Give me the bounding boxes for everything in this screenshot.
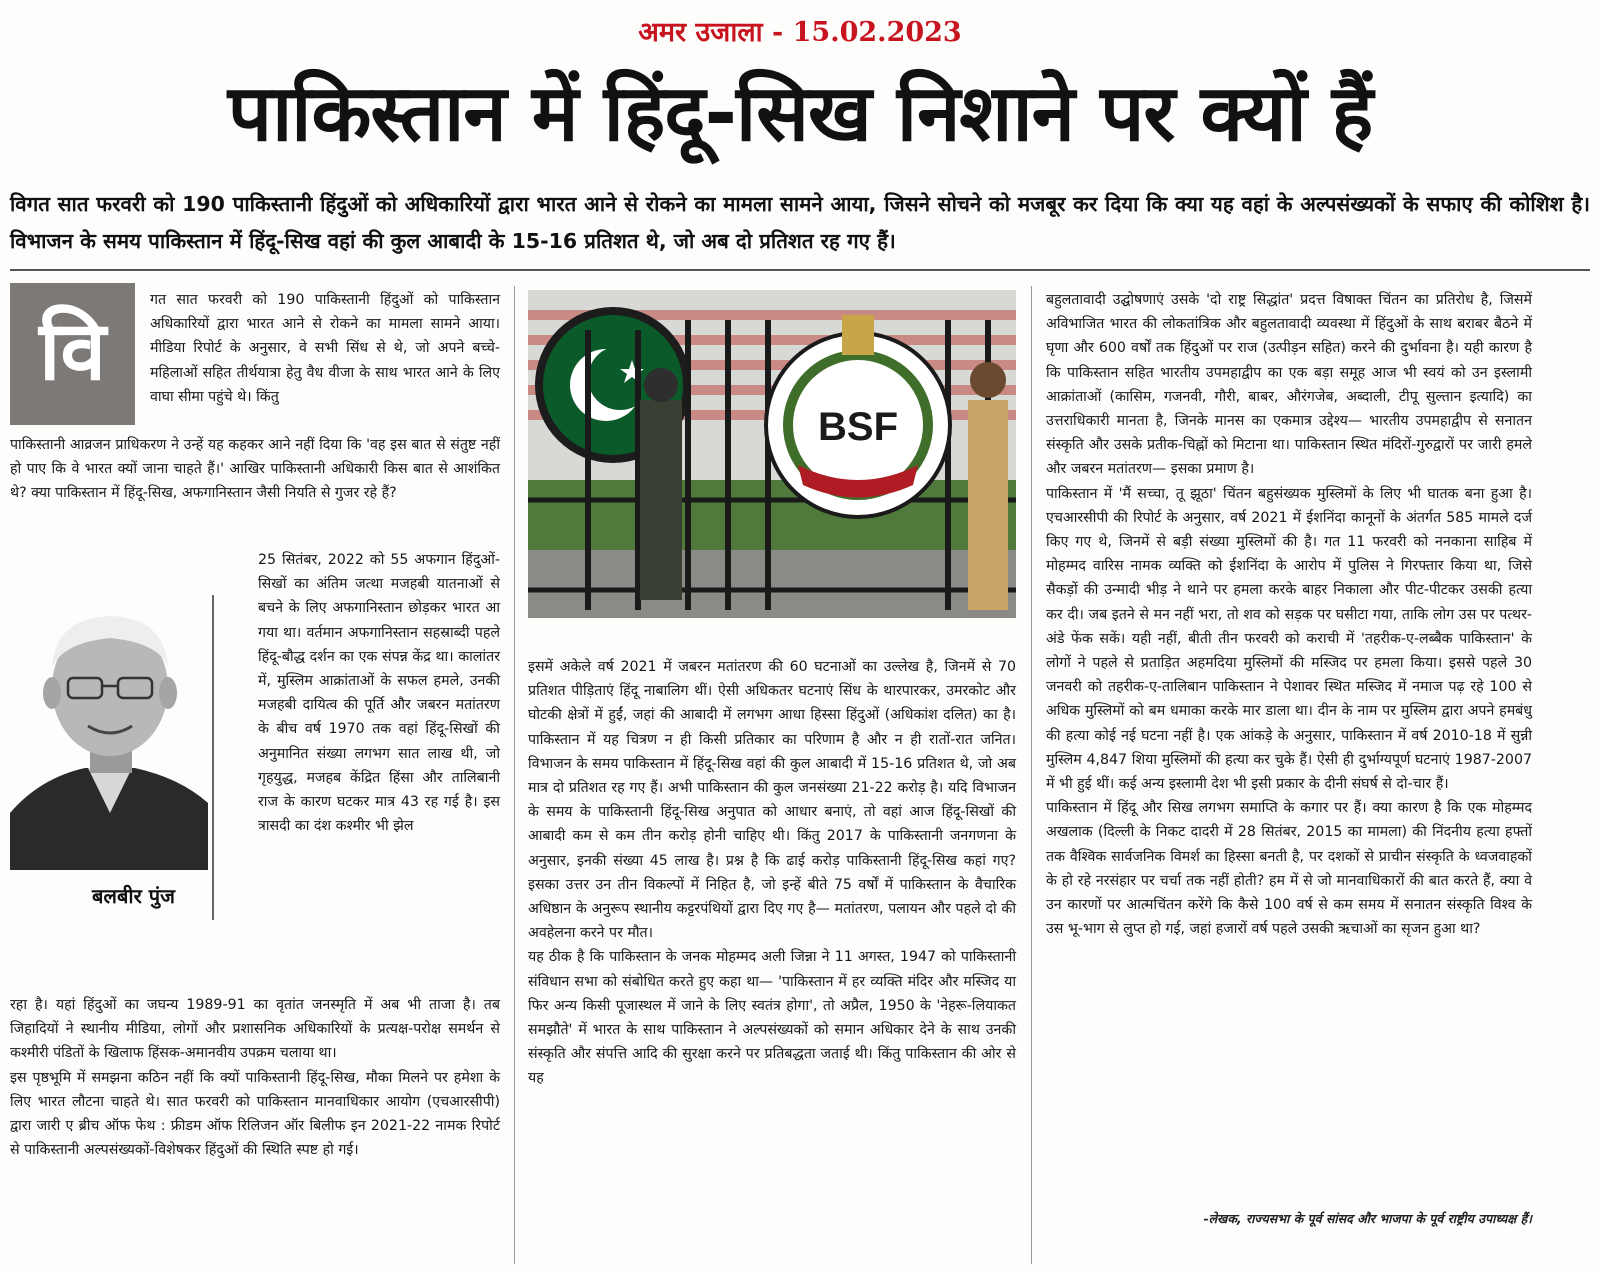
column-divider-1 <box>514 286 515 1264</box>
bsf-badge-text: BSF <box>818 405 898 449</box>
article-paragraph: इस पृष्ठभूमि में समझना कठिन नहीं कि क्यों पाकिस्तानी हिंदू-सिख, मौका मिलने पर हमेशा के लिए भारत लौटना चाहते थे। सात फरवरी को पाकिस्तान मानवाधिकार आयोग (एचआरसीपी) द्वारा जारी ए ब्रीच ऑफ फेथ : फ्रीडम ऑफ रिलिजन ऑर बिलीफ इन 2021-22 नामक रिपोर्ट से पाकिस्तानी अल्पसंख्यकों-विशेषकर हिंदुओं की स्थिति स्पष्ट हो गई। <box>10 1069 500 1159</box>
intro-divider <box>10 269 1590 271</box>
author-footnote: -लेखक, राज्यसभा के पूर्व सांसद और भाजपा के पूर्व राष्ट्रीय उपाध्यक्ष हैं। <box>1203 1211 1532 1226</box>
article-paragraph: इसमें अकेले वर्ष 2021 में जबरन मतांतरण की 60 घटनाओं का उल्लेख है, जिनमें से 70 प्रतिशत पीड़िताएं हिंदू नाबालिग थीं। ऐसी अधिकतर घटनाएं सिंध के थारपारकर, उमरकोट और घोटकी क्षेत्रों में हुईं, जहां की आबादी में लगभग आधा हिस्सा हिंदुओं (अधिकांश दलित) का है। पाकिस्तान में यह चित्रण न ही किसी प्रतिकार का परिणाम है और न ही रातों-रात जनित। विभाजन के समय पाकिस्तान में हिंदू-सिख वहां की कुल आबादी में 15-16 प्रतिशत थे, जो अब मात्र दो प्रतिशत रह गए हैं। अभी पाकिस्तान की कुल जनसंख्या 21-22 करोड़ है। यदि विभाजन के समय के पाकिस्तानी हिंदू-सिख अनुपात को आधार बनाएं, तो वहां आज हिंदू-सिखों की आबादी कम से कम तीन करोड़ होनी चाहिए थी। किंतु 2017 के पाकिस्तानी जनगणना के अनुसार, इनकी संख्या 45 लाख है। प्रश्न है कि ढाई करोड़ पाकिस्तानी हिंदू-सिख कहां गए? इसका उत्तर उन तीन विकल्पों में निहित है, जो इन्हें बीते 75 वर्षों में पाकिस्तान के वैचारिक अधिष्ठान के अनुरूप स्थानीय कट्टरपंथियों द्वारा दिए गए है— मतांतरण, पलायन और पहले दो की अवहेलना करने पर मौत। <box>528 659 1016 942</box>
article-paragraph <box>1046 288 1532 941</box>
article-paragraph: रहा है। यहां हिंदुओं का जघन्य 1989-91 का वृतांत जनस्मृति में अब भी ताजा है। तब जिहादियों ने स्थानीय मीडिया, लोगों और प्रशासनिक अधिकारियों के प्रत्यक्ष-परोक्ष समर्थन से कश्मीरी पंडितों के खिलाफ हिंसक-अमानवीय उपक्रम चलाया था। <box>10 997 500 1062</box>
author-byline: बलबीर पुंज <box>92 884 175 908</box>
intro-deck: विगत सात फरवरी को 190 पाकिस्तानी हिंदुओं को अधिकारियों द्वारा भारत आने से रोकने का मामला सामने आया, जिसने सोचने को मजबूर कर दिया कि क्या यह वहां के अल्पसंख्यकों के सफाए की कोशिश है। विभाजन के समय पाकिस्तान में हिंदू-सिख वहां की कुल आबादी के 15-16 प्रतिशत थे, जो अब दो प्रतिशत रह गए हैं। <box>10 192 1590 253</box>
portrait-divider <box>212 595 214 920</box>
border-gate-photo <box>528 290 1016 618</box>
article-paragraph: पाकिस्तानी आव्रजन प्राधिकरण ने उन्हें यह कहकर आने नहीं दिया कि 'वह इस बात से संतुष्ट नहीं हो पाए कि वे भारत क्यों जाना चाहते हैं।' आखिर पाकिस्तानी अधिकारी किस बात से आशंकित थे? क्या पाकिस्तान में हिंदू-सिख, अफगानिस्तान जैसी नियति से गुजर रहे हैं? <box>10 437 500 502</box>
author-portrait <box>10 598 208 870</box>
article-paragraph <box>528 655 1016 1091</box>
column-divider-2 <box>1031 286 1032 1264</box>
article-paragraph: पाकिस्तान में हिंदू और सिख लगभग समाप्ति के कगार पर हैं। क्या कारण है कि एक मोहम्मद अखलाक (दिल्ली के निकट दादरी में 28 सितंबर, 2015 का मामला) की निंदनीय हत्या हफ्तों तक वैश्विक सार्वजनिक विमर्श का हिस्सा बनती है, पर दशकों से प्राचीन संस्कृति के ध्वजवाहकों के हो रहे नरसंहार पर चर्चा तक नहीं होती? हम में से जो मानवाधिकारों की बात करते हैं, क्या वे उन कारणों पर आत्मचिंतन करेंगे कि कैसे 100 वर्ष से कम समय में सनातन संस्कृति विश्व के उस भू-भाग से लुप्त हो गई, जहां हजारों वर्ष पहले उसकी ऋचाओं का सृजन हुआ था? <box>1046 800 1532 938</box>
masthead: अमर उजाला - 15.02.2023 <box>638 17 962 48</box>
page-title: पाकिस्तान में हिंदू-सिख निशाने पर क्यों हैं <box>227 69 1373 159</box>
article-paragraph <box>10 993 500 1162</box>
article-paragraph: बहुलतावादी उद्घोषणाएं उसके 'दो राष्ट्र सिद्धांत' प्रदत्त विषाक्त चिंतन का प्रतिरोध है, जिसमें अविभाजित भारत की लोकतांत्रिक और बहुलतावादी व्यवस्था में हिंदुओं के साथ बराबर बैठने में घृणा और 600 वर्षों तक हिंदुओं पर राज (उत्पीड़न सहित) करने की दुर्भावना है। यही कारण है कि पाकिस्तान सहित भारतीय उपमहाद्वीप का एक बड़ा समूह आज भी स्वयं को उन इस्लामी आक्रांताओं (कासिम, गजनवी, गौरी, बाबर, औरंगजेब, अब्दाली, टीपू सुल्तान इत्यादि) का उत्तराधिकारी मानता है, जिनके मानस का एकमात्र उद्देश्य— भारतीय उपमहाद्वीप से सनातन संस्कृति और उसके प्रतीक-चिह्नों को मिटाना था। पाकिस्तान स्थित मंदिरों-गुरुद्वारों पर जारी हमले और जबरन मतांतरण— इसका प्रमाण है। <box>1046 292 1532 478</box>
article-paragraph: यह ठीक है कि पाकिस्तान के जनक मोहम्मद अली जिन्ना ने 11 अगस्त, 1947 को पाकिस्तानी संविधान सभा को संबोधित करते हुए कहा था— 'पाकिस्तान में हर व्यक्ति मंदिर और मस्जिद या फिर अन्य किसी पूजास्थल में जाने के लिए स्वतंत्र होगा', तो अप्रैल, 1950 के 'नेहरू-लियाकत समझौते' में भारत के साथ पाकिस्तान ने अल्पसंख्यकों को समान अधिकार देने के साथ उनकी संस्कृति और संपत्ति आदि की सुरक्षा करने पर प्रतिबद्धता जताई थी। किंतु पाकिस्तान की ओर से यह <box>528 949 1017 1087</box>
article-paragraph: 25 सितंबर, 2022 को 55 अफगान हिंदुओं-सिखों का अंतिम जत्था मजहबी यातनाओं से बचने के लिए अफगानिस्तान छोड़कर भारत आ गया था। वर्तमान अफगानिस्तान सहस्राब्दी पहले हिंदू-बौद्ध दर्शन का एक संपन्न केंद्र था। कालांतर में, मुस्लिम आक्रांताओं के सफल हमले, उनकी मजहबी दायित्व की पूर्ति और जबरन मतांतरण के बीच वर्ष 1970 तक वहां हिंदू-सिखों की अनुमानित संख्या लगभग सात लाख थी, जो गृहयुद्ध, मजहब केंद्रित हिंसा और तालिबानी राज के कारण घटकर मात्र 43 रह गई है। इस त्रासदी का दंश कश्मीर भी झेल <box>258 552 500 835</box>
drop-cap: वि <box>10 283 135 425</box>
article-paragraph: गत सात फरवरी को 190 पाकिस्तानी हिंदुओं को पाकिस्तान अधिकारियों द्वारा भारत आने से रोकने का मामला सामने आया। मीडिया रिपोर्ट के अनुसार, वे सभी सिंध से थे, जो अपने बच्चे-महिलाओं सहित तीर्थयात्रा हेतु वैध वीजा के साथ भारत आने के लिए वाघा सीमा पहुंचे थे। किंतु <box>150 292 500 405</box>
article-paragraph: पाकिस्तान में 'मैं सच्चा, तू झूठा' चिंतन बहुसंख्यक मुस्लिमों के लिए भी घातक बना हुआ है। एचआरसीपी की रिपोर्ट के अनुसार, वर्ष 2021 में ईशनिंदा कानूनों के अंतर्गत 585 मामले दर्ज किए गए थे, जिनमें से बड़ी संख्या मुस्लिमों की है। गत 11 फरवरी को ननकाना साहिब में मोहम्मद वारिस नामक व्यक्ति को ईशनिंदा के आरोप में पुलिस ने गिरफ्तार किया था, जिसे सैकड़ों की उन्मादी भीड़ ने थाने पर हमला करके बाहर निकाला और पीट-पीटकर उसकी हत्या कर दी। जब इतने से मन नहीं भरा, तो शव को सड़क पर घसीटा गया, ताकि लोग उस पर पत्थर-अंडे फेंक सकें। यही नहीं, बीती तीन फरवरी को कराची में 'तहरीक-ए-लब्बैक पाकिस्तान' के लोगों ने पहले से प्रताड़ित अहमदिया मुस्लिमों की मस्जिद पर हमला किया। इससे पहले 30 जनवरी को तहरीक-ए-तालिबान पाकिस्तान ने पेशावर स्थित मस्जिद में नमाज पढ़ रहे 100 से अधिक मुस्लिमों को बम धमाका करके मार डाला था। दीन के नाम पर मुस्लिम द्वारा अपने हमबंधु की हत्या कोई नई घटना नहीं है। एक आंकड़े के अनुसार, पाकिस्तान में वर्ष 2010-18 में सुन्नी मुस्लिम 4,847 शिया मुस्लिमों की हत्या कर चुके हैं। ऐसी ही दुर्भाग्यपूर्ण घटनाएं 1987-2007 में भी हुई थीं। कई अन्य इस्लामी देश भी इसी प्रकार के दीनी संघर्ष से दो-चार हैं। <box>1046 485 1532 793</box>
